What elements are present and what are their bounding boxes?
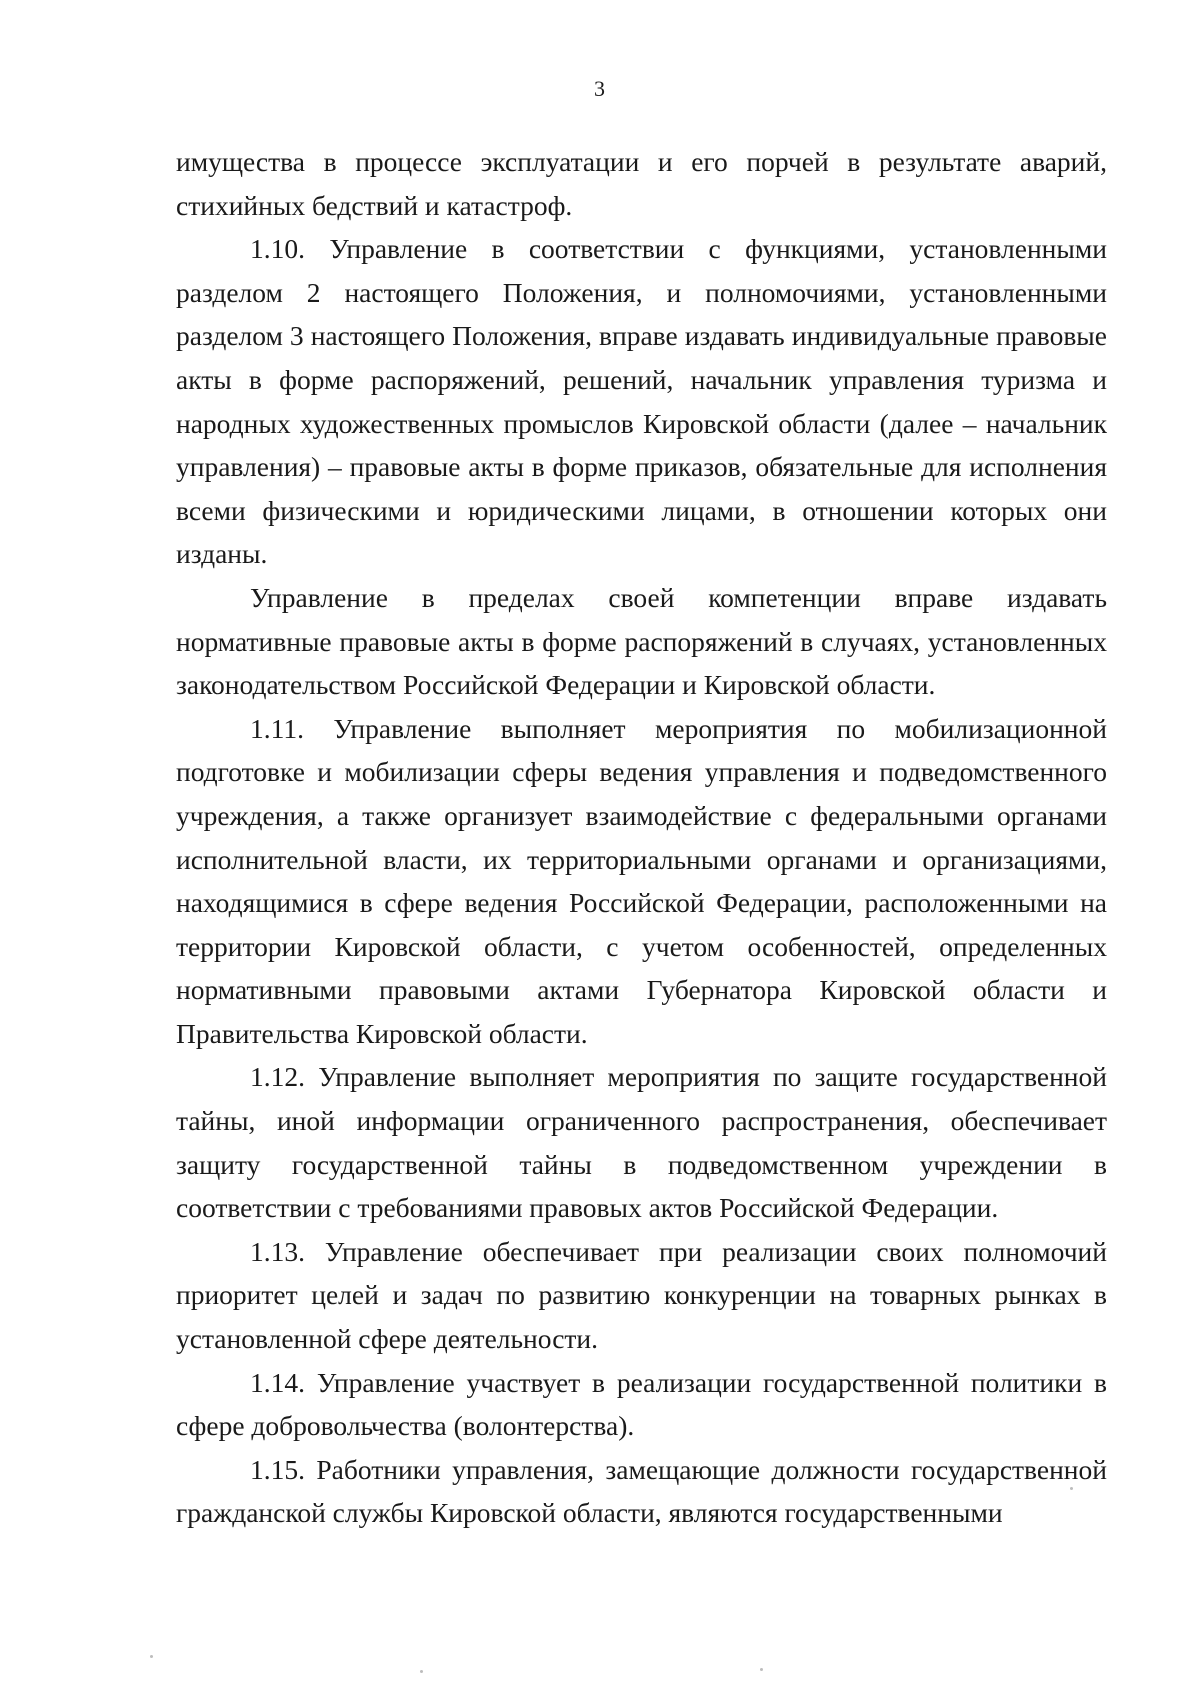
scan-artifact — [420, 1670, 423, 1673]
scan-artifact — [760, 1668, 763, 1671]
paragraph-1-14: 1.14. Управление участвует в реализации государственной политики в сфере добровольчества (волонтерства). — [176, 1366, 1107, 1442]
paragraph-1-12: 1.12. Управление выполняет мероприятия по защите государственной тайны, иной информации ограниченного распространения, обеспечивает защиту государственной тайны в подведомственном учреждении в соответствии с требованиями правовых актов Российской Федерации. — [176, 1061, 1107, 1224]
paragraph-1-10: 1.10. Управление в соответствии с функциями, установленными разделом 2 настоящего Положения, и полномочиями, установленными разделом 3 настоящего Положения, вправе издавать индивидуальные правовые акты в форме распоряжений, решений, начальник управления туризма и народных художественных промыслов Кировской области (далее – начальник управления) – правовые акты в форме приказов, обязательные для исполнения всеми физическими и юридическими лицами, в отношении которых они изданы. — [176, 233, 1107, 570]
paragraph-1-11: 1.11. Управление выполняет мероприятия по мобилизационной подготовке и мобилизации сферы ведения управления и подведомственного учреждения, а также организует взаимодействие с федеральными органами исполнительной власти, их территориальными органами и организациями, находящимися в сфере ведения Российской Федерации, расположенными на территории Кировской области, с учетом особенностей, определенных нормативными правовыми актами Губернатора Кировской области и Правительства Кировской области. — [176, 712, 1107, 1049]
paragraph-1-10-normative: Управление в пределах своей компетенции вправе издавать нормативные правовые акты в форме распоряжений в случаях, установленных законодательством Российской Федерации и Кировской области. — [176, 581, 1107, 701]
paragraph-1-15: 1.15. Работники управления, замещающие должности государственной гражданской службы Кировской области, являются государственными — [176, 1453, 1107, 1529]
page-number: 3 — [594, 76, 606, 101]
scan-artifact — [1070, 1487, 1073, 1490]
document-body — [176, 140, 1107, 1535]
paragraph-1-13: 1.13. Управление обеспечивает при реализации своих полномочий приоритет целей и задач по развитию конкуренции на товарных рынках в установленной сфере деятельности. — [176, 1235, 1107, 1355]
paragraph-continuation: имущества в процессе эксплуатации и его порчей в результате аварий, стихийных бедствий и катастроф. — [176, 146, 1107, 221]
scan-artifact — [150, 1655, 153, 1658]
